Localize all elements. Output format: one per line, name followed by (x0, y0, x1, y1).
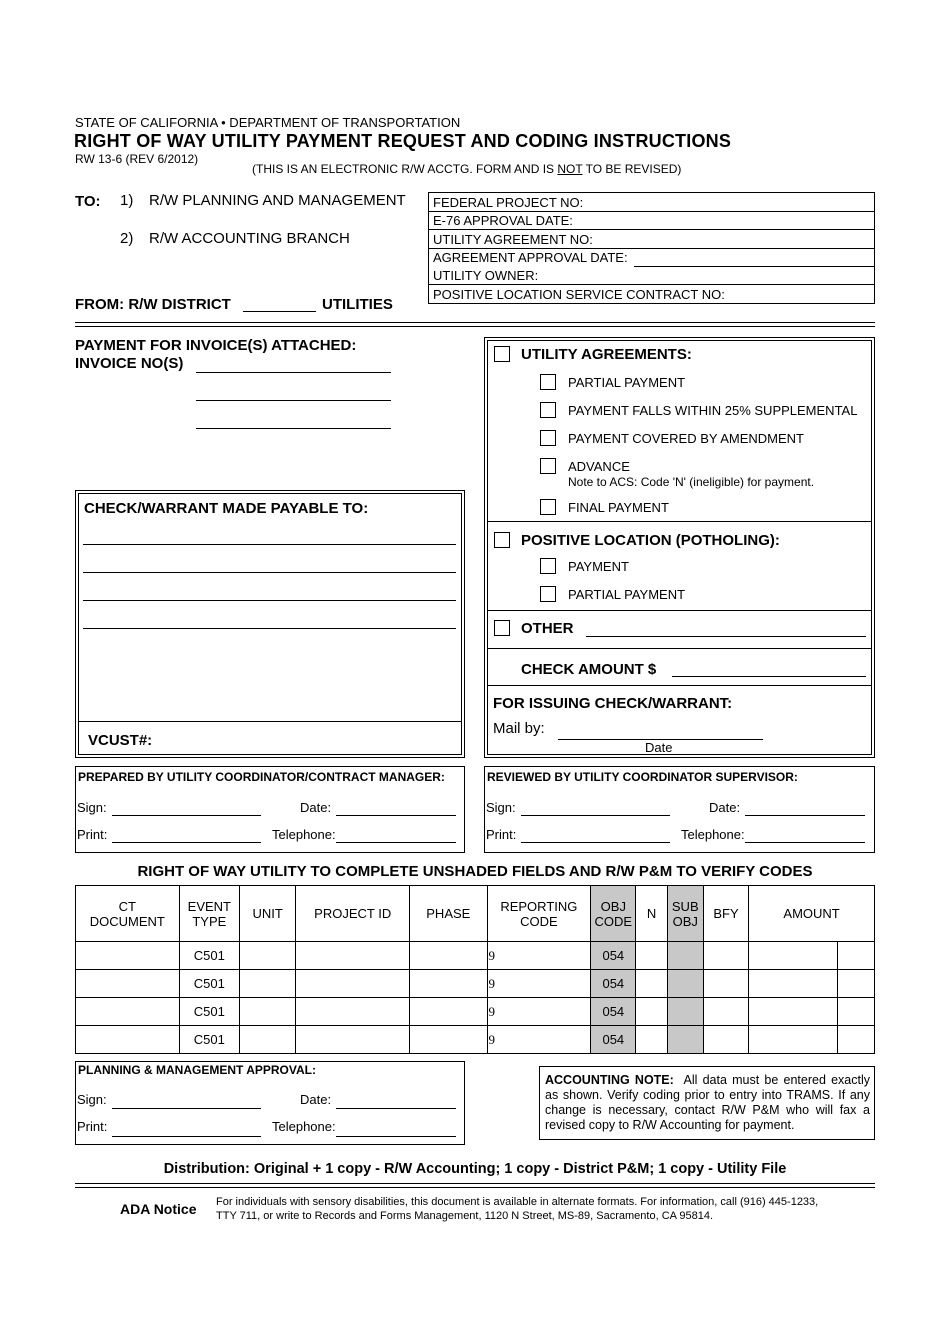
e76-approval-date-label: E-76 APPROVAL DATE: (433, 213, 573, 228)
agreement-approval-date-label: AGREEMENT APPROVAL DATE: (433, 250, 628, 265)
to-label: TO: (75, 193, 101, 210)
final-payment-checkbox[interactable] (540, 499, 556, 515)
supplemental-checkbox[interactable] (540, 402, 556, 418)
form-title: RIGHT OF WAY UTILITY PAYMENT REQUEST AND CODING INSTRUCTIONS (74, 131, 732, 151)
n-cell[interactable] (636, 942, 667, 970)
amendment-checkbox[interactable] (540, 430, 556, 446)
n-cell[interactable] (636, 1026, 667, 1054)
n-cell[interactable] (636, 998, 667, 1026)
obj-code-cell: 054 (591, 1026, 636, 1054)
coding-table (75, 885, 875, 1054)
partial-payment-label: PARTIAL PAYMENT (568, 375, 686, 390)
reviewed-by-heading: REVIEWED BY UTILITY COORDINATOR SUPERVISOR: (487, 770, 798, 784)
sub-obj-cell (667, 998, 703, 1026)
invoice-no-field-3[interactable] (196, 428, 391, 429)
utility-agreements-heading: UTILITY AGREEMENTS: (521, 346, 692, 363)
table-row (76, 1026, 875, 1054)
col-unit: UNIT (240, 886, 296, 942)
col-phase: PHASE (410, 886, 487, 942)
supplemental-label: PAYMENT FALLS WITHIN 25% SUPPLEMENTAL (568, 403, 858, 418)
reviewed-date-label: Date: (709, 800, 741, 815)
bfy-cell[interactable] (703, 942, 748, 970)
table-row (76, 970, 875, 998)
event-type-cell: C501 (179, 942, 239, 970)
event-type-cell: C501 (179, 1026, 239, 1054)
final-payment-label: FINAL PAYMENT (568, 500, 669, 515)
positive-location-checkbox[interactable] (494, 532, 510, 548)
prepared-by-heading: PREPARED BY UTILITY COORDINATOR/CONTRACT MANAGER: (78, 770, 445, 784)
col-n: N (636, 886, 667, 942)
agency-line: STATE OF CALIFORNIA • DEPARTMENT OF TRANSPORTATION (75, 115, 461, 130)
to-item-1: R/W PLANNING AND MANAGEMENT (149, 192, 406, 209)
utility-agreements-checkbox[interactable] (494, 346, 510, 362)
n-cell[interactable] (636, 970, 667, 998)
prepared-telephone-field[interactable] (336, 842, 456, 843)
ct-document-cell[interactable] (76, 1026, 180, 1054)
reviewed-print-label: Print: (486, 827, 517, 842)
payable-box (75, 490, 465, 758)
prepared-date-label: Date: (300, 800, 332, 815)
positive-payment-label: PAYMENT (568, 559, 629, 574)
utility-owner-label: UTILITY OWNER: (433, 268, 539, 283)
reporting-code-cell[interactable]: 9 (487, 1026, 591, 1054)
partial-payment-checkbox[interactable] (540, 374, 556, 390)
distribution-line: Distribution: Original + 1 copy - R/W Accounting; 1 copy - District P&M; 1 copy - Utility File (163, 1161, 787, 1177)
from-label: FROM: R/W DISTRICT (75, 296, 231, 313)
prepared-print-label: Print: (77, 827, 108, 842)
ada-notice-line-1: For individuals with sensory disabilities, this document is available in alternate formats. For information, call (916) 445-1233, (216, 1196, 819, 1208)
project-id-cell[interactable] (296, 942, 410, 970)
approval-sign-field[interactable] (112, 1108, 261, 1109)
project-info-box (428, 192, 875, 304)
obj-code-cell: 054 (591, 942, 636, 970)
prepared-by-box (75, 766, 465, 853)
event-type-cell: C501 (179, 970, 239, 998)
reporting-code-cell[interactable]: 9 (487, 998, 591, 1026)
positive-partial-payment-label: PARTIAL PAYMENT (568, 587, 686, 602)
prepared-date-field[interactable] (336, 815, 456, 816)
sub-obj-cell (667, 970, 703, 998)
col-ct-document: CT DOCUMENT (76, 886, 180, 942)
col-event-type: EVENT TYPE (179, 886, 239, 942)
bfy-cell[interactable] (703, 998, 748, 1026)
unit-cell[interactable] (240, 1026, 296, 1054)
payee-line-4[interactable] (83, 628, 456, 629)
to-item-1-number: 1) (120, 192, 134, 209)
phase-cell[interactable] (410, 942, 487, 970)
approval-date-field[interactable] (336, 1108, 456, 1109)
reviewed-telephone-field[interactable] (745, 842, 865, 843)
coding-heading: RIGHT OF WAY UTILITY TO COMPLETE UNSHADED FIELDS AND R/W P&M TO VERIFY CODES (137, 863, 813, 880)
approval-telephone-label: Telephone: (272, 1119, 336, 1134)
col-sub-obj: SUB OBJ (667, 886, 703, 942)
approval-heading: PLANNING & MANAGEMENT APPROVAL: (78, 1063, 316, 1077)
payee-line-3[interactable] (83, 600, 456, 601)
approval-box (75, 1061, 465, 1145)
accounting-note: ACCOUNTING NOTE: All data must be entered exactly as shown. Verify coding prior to entry into TRAMS. If any change is necessary, contact R/W P&M who will fax a revised copy to R/W Accounting for payment. (539, 1066, 875, 1140)
electronic-form-note: (THIS IS AN ELECTRONIC R/W ACCTG. FORM AND IS NOT TO BE REVISED) (252, 162, 682, 176)
ct-document-cell[interactable] (76, 942, 180, 970)
mail-by-date-caption: Date (645, 740, 673, 755)
prepared-sign-label: Sign: (77, 800, 107, 815)
other-field[interactable] (586, 636, 866, 637)
advance-label: ADVANCE (568, 459, 630, 474)
sub-obj-cell (667, 942, 703, 970)
amount-cents-cell[interactable] (837, 998, 874, 1026)
obj-code-cell: 054 (591, 998, 636, 1026)
utility-agreement-no-label: UTILITY AGREEMENT NO: (433, 232, 593, 247)
unit-cell[interactable] (240, 942, 296, 970)
payee-line-2[interactable] (83, 572, 456, 573)
col-reporting-code: REPORTING CODE (487, 886, 591, 942)
payable-heading: CHECK/WARRANT MADE PAYABLE TO: (84, 500, 369, 517)
col-obj-code: OBJ CODE (591, 886, 636, 942)
bfy-cell[interactable] (703, 970, 748, 998)
table-row (76, 998, 875, 1026)
col-project-id: PROJECT ID (296, 886, 410, 942)
prepared-telephone-label: Telephone: (272, 827, 336, 842)
col-bfy: BFY (703, 886, 748, 942)
federal-project-no-label: FEDERAL PROJECT NO: (433, 195, 584, 210)
col-amount: AMOUNT (749, 886, 875, 942)
unit-cell[interactable] (240, 970, 296, 998)
approval-telephone-field[interactable] (336, 1136, 456, 1137)
project-id-cell[interactable] (296, 970, 410, 998)
phase-cell[interactable] (410, 998, 487, 1026)
reviewed-date-field[interactable] (745, 815, 865, 816)
project-id-cell[interactable] (296, 1026, 410, 1054)
district-field[interactable] (243, 311, 316, 312)
check-amount-field[interactable] (672, 676, 866, 677)
other-checkbox[interactable] (494, 620, 510, 636)
mail-by-label: Mail by: (493, 720, 545, 737)
vcust-label: VCUST#: (88, 732, 153, 749)
amount-cell[interactable] (749, 942, 838, 970)
to-item-2-number: 2) (120, 230, 134, 247)
invoice-no-field-2[interactable] (196, 400, 391, 401)
bfy-cell[interactable] (703, 1026, 748, 1054)
amount-cell[interactable] (749, 1026, 838, 1054)
amount-cell[interactable] (749, 998, 838, 1026)
prepared-sign-field[interactable] (112, 815, 261, 816)
reporting-code-cell[interactable]: 9 (487, 970, 591, 998)
reviewed-print-field[interactable] (521, 842, 670, 843)
amount-cell[interactable] (749, 970, 838, 998)
obj-code-cell: 054 (591, 970, 636, 998)
ct-document-cell[interactable] (76, 998, 180, 1026)
amount-cents-cell[interactable] (837, 1026, 874, 1054)
reviewed-telephone-label: Telephone: (681, 827, 745, 842)
coding-header-row (76, 886, 875, 942)
sub-obj-cell (667, 1026, 703, 1054)
advance-note: Note to ACS: Code 'N' (ineligible) for payment. (568, 475, 815, 489)
positive-location-heading: POSITIVE LOCATION (POTHOLING): (521, 532, 780, 549)
prepared-print-field[interactable] (112, 842, 261, 843)
reporting-code-cell[interactable]: 9 (487, 942, 591, 970)
approval-print-field[interactable] (112, 1136, 261, 1137)
amount-cents-cell[interactable] (837, 942, 874, 970)
reviewed-sign-label: Sign: (486, 800, 516, 815)
table-row (76, 942, 875, 970)
payee-line-1[interactable] (83, 544, 456, 545)
unit-cell[interactable] (240, 998, 296, 1026)
ada-notice-line-2: TTY 711, or write to Records and Forms Management, 1120 N Street, MS-89, Sacramento, CA 95814. (216, 1210, 714, 1222)
phase-cell[interactable] (410, 970, 487, 998)
other-label: OTHER (521, 620, 574, 637)
phase-cell[interactable] (410, 1026, 487, 1054)
issuing-heading: FOR ISSUING CHECK/WARRANT: (493, 695, 733, 712)
reviewed-sign-field[interactable] (521, 815, 670, 816)
amendment-label: PAYMENT COVERED BY AMENDMENT (568, 431, 804, 446)
advance-checkbox[interactable] (540, 458, 556, 474)
invoice-heading: PAYMENT FOR INVOICE(S) ATTACHED: (75, 337, 357, 354)
check-amount-label: CHECK AMOUNT $ (521, 661, 657, 678)
positive-location-contract-no-label: POSITIVE LOCATION SERVICE CONTRACT NO: (433, 287, 725, 302)
approval-print-label: Print: (77, 1119, 108, 1134)
project-id-cell[interactable] (296, 998, 410, 1026)
to-item-2: R/W ACCOUNTING BRANCH (149, 230, 350, 247)
positive-partial-payment-checkbox[interactable] (540, 586, 556, 602)
ada-notice-label: ADA Notice (120, 1201, 197, 1217)
event-type-cell: C501 (179, 998, 239, 1026)
invoice-no-label: INVOICE NO(S) (75, 355, 184, 372)
form-number: RW 13-6 (REV 6/2012) (75, 152, 199, 166)
ct-document-cell[interactable] (76, 970, 180, 998)
positive-payment-checkbox[interactable] (540, 558, 556, 574)
approval-date-label: Date: (300, 1092, 332, 1107)
invoice-no-field-1[interactable] (196, 372, 391, 373)
from-utilities: UTILITIES (322, 296, 393, 313)
amount-cents-cell[interactable] (837, 970, 874, 998)
reviewed-by-box (484, 766, 875, 853)
approval-sign-label: Sign: (77, 1092, 107, 1107)
